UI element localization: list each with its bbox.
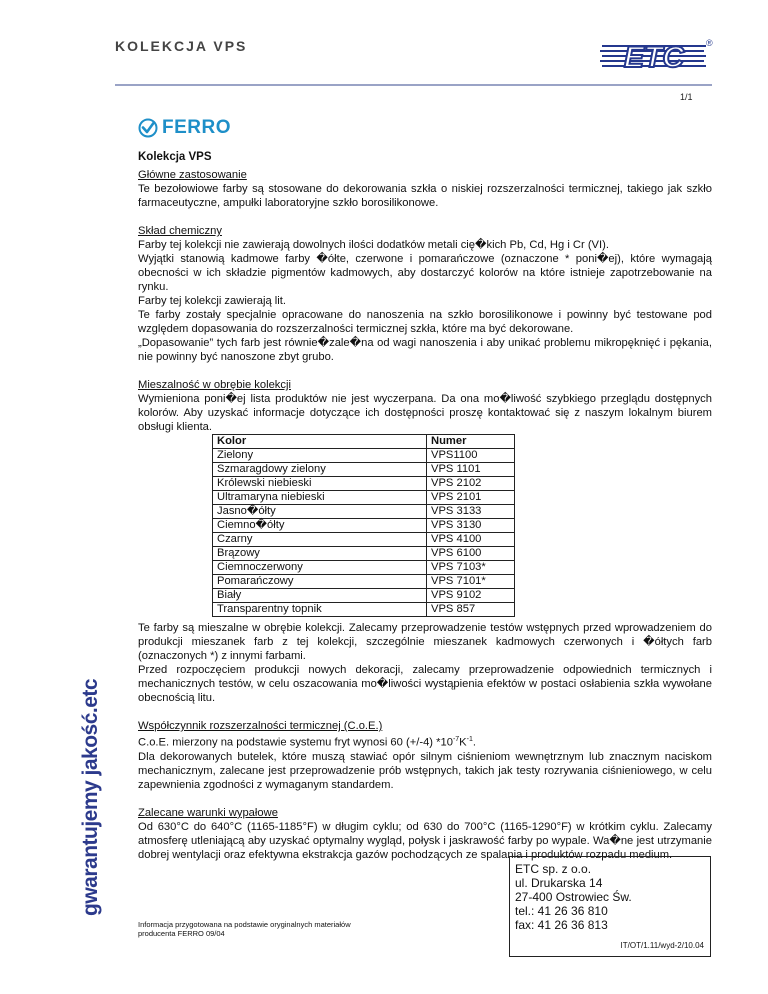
color-number: VPS 7103* <box>427 561 515 575</box>
side-slogan: gwarantujemy jakość.etc <box>79 678 102 916</box>
paragraph: Przed rozpoczęciem produkcji nowych dekoracji, zalecamy przeprowadzenie odpowiednich termicznych i mechanicznych testów, w celu oszacowania mo�liwości wystąpienia efektów w postaci osłabienia szkła wywołane obecnością litu. <box>138 664 712 704</box>
paragraph: Te farby są mieszalne w obrębie kolekcji. Zalecamy przeprowadzenie testów wstępnych przed wprowadzeniem do produkcji mieszanek farb z tej kolekcji, szczególnie mieszanek kadmowych czerwonych i �ółtych farb (oznaczonych *) z innymi farbami. <box>138 622 712 662</box>
color-number: VPS 2101 <box>427 491 515 505</box>
table-row <box>213 491 515 505</box>
document-body <box>138 150 712 862</box>
coe-text: C.o.E. mierzony na podstawie systemu fryt wynosi 60 (+/-4) *10 <box>138 736 453 749</box>
footnote <box>138 920 428 938</box>
color-number: VPS 3130 <box>427 519 515 533</box>
paragraph: Te farby zostały specjalnie opracowane do nanoszenia na szkło borosilikonowe i powinny być testowane pod względem dopasowania do rozszerzalności termicznej szkła, które ma być dekorowane. <box>138 309 712 335</box>
color-name: Ultramaryna niebieski <box>213 491 427 505</box>
column-header-numer: Numer <box>427 435 515 449</box>
section-heading-coe: Współczynnik rozszerzalności termicznej (C.o.E.) <box>138 720 383 732</box>
address-street: ul. Drukarska 14 <box>515 876 603 890</box>
table-row <box>213 449 515 463</box>
document-code: IT/OT/1.11/wyd-2/10.04 <box>620 941 704 950</box>
color-name: Ciemnoczerwony <box>213 561 427 575</box>
table-row <box>213 477 515 491</box>
color-number: VPS 4100 <box>427 533 515 547</box>
color-number: VPS 1101 <box>427 463 515 477</box>
paragraph-coe <box>138 733 712 750</box>
color-name: Zielony <box>213 449 427 463</box>
color-name: Czarny <box>213 533 427 547</box>
color-number: VPS1100 <box>427 449 515 463</box>
table-row <box>213 505 515 519</box>
table-row <box>213 561 515 575</box>
header-divider <box>115 84 712 86</box>
color-number: VPS 3133 <box>427 505 515 519</box>
paragraph: Wyjątki stanowią kadmowe farby �ółte, czerwone i pomarańczowe (oznaczone * poni�ej), które wymagają obecności w ich składzie pigmentów kadmowych, aby dostarczyć kolorów na które istnieje zapotrzebowanie na rynku. <box>138 253 712 293</box>
color-name: Pomarańczowy <box>213 575 427 589</box>
paragraph: Wymieniona poni�ej lista produktów nie jest wyczerpana. Da ona mo�liwość szybkiego przeglądu dostępnych kolorów. Aby uzyskać informacje dotyczące ich dostępności proszę kontaktować się z naszym lokalnym biurem obsługi klienta. <box>138 393 712 433</box>
paragraph: Dla dekorowanych butelek, które muszą stawiać opór silnym ciśnieniom wewnętrznym lub znacznym naciskom mechanicznym, zalecane jest przeprowadzenie prób wstępnych, takich jak testy rozrywania ciśnieniowego, w celu zapewnienia zgodności z wymaganym standardem. <box>138 750 712 791</box>
color-number: VPS 6100 <box>427 547 515 561</box>
section-heading-firing: Zalecane warunki wypałowe <box>138 806 278 819</box>
address-fax: fax: 41 26 36 813 <box>515 918 608 932</box>
section-heading-miscibility: Mieszalność w obrębie kolekcji <box>138 379 291 391</box>
color-number: VPS 2102 <box>427 477 515 491</box>
document-title: Kolekcja VPS <box>138 151 212 163</box>
table-row <box>213 547 515 561</box>
color-name: Transparentny topnik <box>213 603 427 617</box>
color-number: VPS 857 <box>427 603 515 617</box>
ferro-check-icon <box>138 118 158 138</box>
etc-logo-text: ETC <box>624 42 684 72</box>
paragraph: Farby tej kolekcji zawierają lit. <box>138 295 286 307</box>
table-row <box>213 533 515 547</box>
color-name: Ciemno�ółty <box>213 519 427 533</box>
coe-exponent: -7 <box>452 736 460 743</box>
table-row <box>213 603 515 617</box>
table-row <box>213 519 515 533</box>
address-phone: tel.: 41 26 36 810 <box>515 904 608 918</box>
footnote-line: producenta FERRO 09/04 <box>138 929 225 938</box>
color-number: VPS 9102 <box>427 589 515 603</box>
section-heading-applications: Główne zastosowanie <box>138 169 247 181</box>
ferro-logo <box>138 116 231 140</box>
column-header-kolor: Kolor <box>213 435 427 449</box>
address-city: 27-400 Ostrowiec Św. <box>515 890 632 904</box>
color-name: Brązowy <box>213 547 427 561</box>
header-title: KOLEKCJA VPS <box>115 38 248 54</box>
paragraph: Farby tej kolekcji nie zawierają dowolnych ilości dodatków metali cię�kich Pb, Cd, Hg i Cr (VI). <box>138 239 609 251</box>
footnote-line: Informacja przygotowana na podstawie oryginalnych materiałów <box>138 920 351 929</box>
color-name: Szmaragdowy zielony <box>213 463 427 477</box>
color-name: Biały <box>213 589 427 603</box>
etc-logo <box>598 42 710 72</box>
color-number: VPS 7101* <box>427 575 515 589</box>
table-header-row <box>213 435 515 449</box>
address-company: ETC sp. z o.o. <box>515 862 592 876</box>
table-row <box>213 575 515 589</box>
ferro-brand: FERRO <box>162 117 231 138</box>
table-row <box>213 463 515 477</box>
color-name: Królewski niebieski <box>213 477 427 491</box>
address-box <box>509 856 711 957</box>
paragraph: Te bezołowiowe farby są stosowane do dekorowania szkła o niskiej rozszerzalności termicznej, takiego jak szkło farmaceutyczne, ampułki laboratoryjne szkło borosilikonowe. <box>138 183 712 209</box>
paragraph: „Dopasowanie” tych farb jest równie�zale�na od wagi nanoszenia i aby unikać problemu mikropęknięć i pękania, nie powinny być nanoszone zbyt grubo. <box>138 337 712 363</box>
coe-unit-exponent: -1 <box>466 736 473 743</box>
color-table <box>212 434 515 617</box>
table-row <box>213 589 515 603</box>
coe-period: . <box>472 736 476 749</box>
section-heading-composition: Skład chemiczny <box>138 225 222 237</box>
color-name: Jasno�ółty <box>213 505 427 519</box>
paragraph: Od 630°C do 640°C (1165-1185°F) w długim cyklu; od 630 do 700°C (1165-1290°F) w krótkim cyklu. Zalecamy atmosferę utleniającą aby uzyskać optymalny wygląd, połysk i jaskrawość farby po wypale. Wa�ne jest utrzymanie dobrej wentylacji oraz efektywna ekstrakcja gazów pochodzących ze spalania i produktów rozpadu medium. <box>138 820 712 861</box>
registered-mark: ® <box>706 38 713 48</box>
page-number: 1/1 <box>680 92 693 102</box>
coe-unit: K <box>459 736 467 749</box>
